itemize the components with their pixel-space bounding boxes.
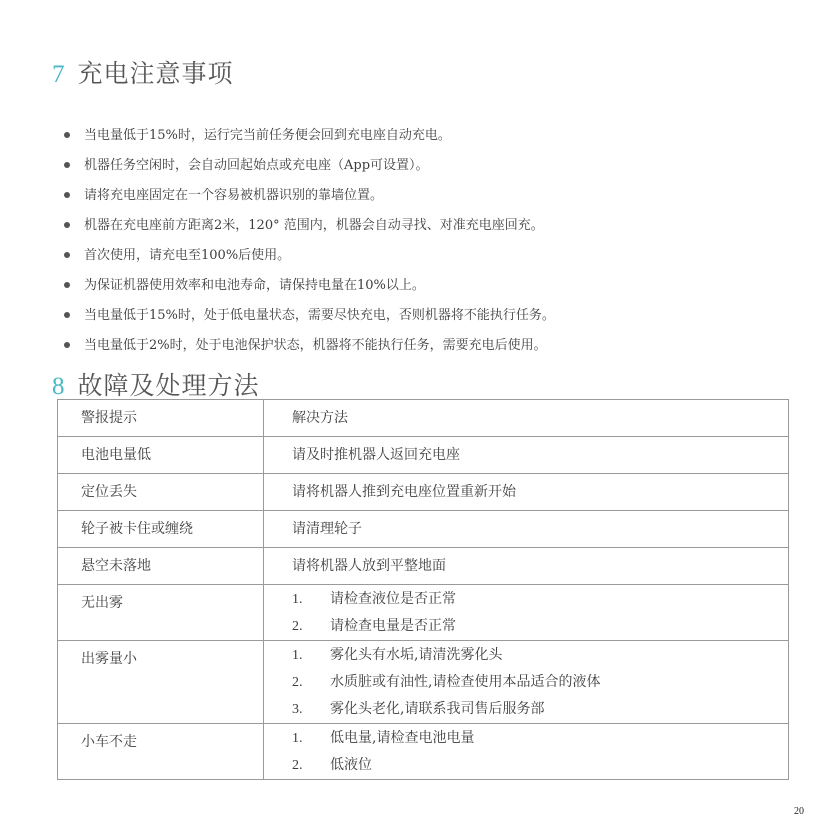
alert-cell: 出雾量小: [81, 651, 137, 667]
table-row: [58, 641, 789, 724]
solution-cell: 请及时推机器人返回充电座: [292, 447, 460, 463]
alert-cell: 定位丢失: [81, 484, 137, 500]
section-title: 故障及处理方法: [77, 371, 260, 400]
section-8-heading: [52, 366, 260, 402]
solution-step: 1. 请检查液位是否正常: [292, 591, 456, 607]
bullet-icon: [64, 342, 70, 348]
table-row: [58, 437, 789, 474]
list-item: 机器任务空闲时，会自动回起始点或充电座（App可设置）。: [58, 151, 758, 181]
list-item: 首次使用，请充电至100%后使用。: [58, 241, 758, 271]
alert-cell: 轮子被卡住或缠绕: [81, 521, 193, 537]
bullet-icon: [64, 132, 70, 138]
section-7-heading: [52, 54, 234, 90]
list-item: 当电量低于2%时，处于电池保护状态，机器将不能执行任务，需要充电后使用。: [58, 331, 758, 361]
solution-step: 3. 雾化头老化,请联系我司售后服务部: [292, 701, 545, 717]
table-row: [58, 585, 789, 641]
bullet-icon: [64, 252, 70, 258]
bullet-icon: [64, 192, 70, 198]
list-item: 当电量低于15%时，处于低电量状态，需要尽快充电，否则机器将不能执行任务。: [58, 301, 758, 331]
list-item: 机器在充电座前方距离2米，120° 范围内，机器会自动寻找、对准充电座回充。: [58, 211, 758, 241]
solution-step: 2. 请检查电量是否正常: [292, 618, 456, 634]
charging-notes-list: [58, 121, 758, 361]
header-solution: 解决方法: [292, 410, 348, 426]
solution-cell: 请将机器人放到平整地面: [292, 558, 446, 574]
solution-step: 2. 水质脏或有油性,请检查使用本品适合的液体: [292, 674, 601, 690]
table-header-row: [58, 400, 789, 437]
alert-cell: 无出雾: [81, 595, 123, 611]
bullet-icon: [64, 222, 70, 228]
alert-cell: 小车不走: [81, 734, 137, 750]
solution-steps: [292, 585, 788, 640]
list-item: 为保证机器使用效率和电池寿命，请保持电量在10%以上。: [58, 271, 758, 301]
page-number: 20: [794, 806, 804, 817]
bullet-icon: [64, 282, 70, 288]
table-row: [58, 724, 789, 780]
table-row: [58, 511, 789, 548]
solution-steps: [292, 724, 788, 779]
troubleshooting-table: [57, 399, 789, 780]
section-title: 充电注意事项: [77, 59, 234, 88]
solution-step: 1. 雾化头有水垢,请清洗雾化头: [292, 647, 503, 663]
solution-step: 1. 低电量,请检查电池电量: [292, 730, 475, 746]
table-row: [58, 548, 789, 585]
list-item: 请将充电座固定在一个容易被机器识别的靠墙位置。: [58, 181, 758, 211]
solution-step: 2. 低液位: [292, 757, 372, 773]
solution-cell: 请清理轮子: [292, 521, 362, 537]
alert-cell: 电池电量低: [81, 447, 151, 463]
solution-cell: 请将机器人推到充电座位置重新开始: [292, 484, 516, 500]
bullet-icon: [64, 312, 70, 318]
table-row: [58, 474, 789, 511]
list-item: 当电量低于15%时，运行完当前任务便会回到充电座自动充电。: [58, 121, 758, 151]
section-number: 7: [52, 61, 66, 88]
solution-steps: [292, 641, 788, 723]
header-alert: 警报提示: [81, 410, 137, 426]
section-number: 8: [52, 373, 66, 400]
bullet-icon: [64, 162, 70, 168]
alert-cell: 悬空未落地: [81, 558, 151, 574]
